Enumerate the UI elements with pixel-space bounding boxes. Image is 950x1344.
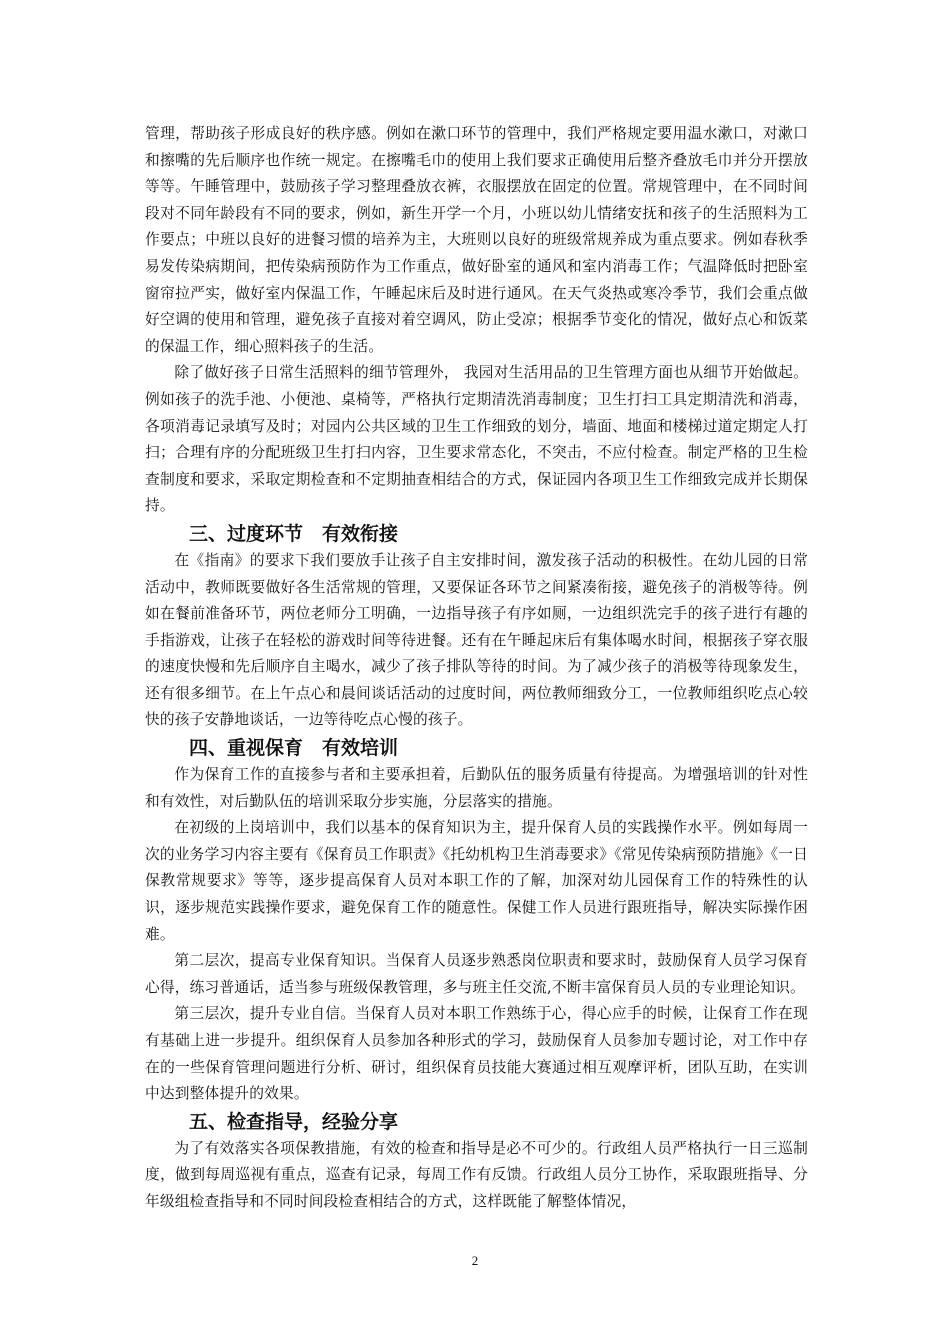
page-number: 2: [471, 1253, 479, 1268]
section-heading: 五、检查指导，经验分享: [189, 1110, 399, 1133]
section-heading: 四、重视保育 有效培训: [189, 737, 399, 760]
body-paragraph: 第二层次，提高专业保育知识。当保育人员逐步熟悉岗位职责和要求时，鼓励保育人员学习保育心得，练习普通话，适当参与班级保教管理，多与班主任交流,不断丰富保育员人员的专业理论知识。: [145, 952, 808, 996]
body-paragraph: 在初级的上岗培训中，我们以基本的保育知识为主，提升保育人员的实践操作水平。例如每周一次的业务学习内容主要有《保育员工作职责》《托幼机构卫生消毒要求》《常见传染病预防措施》《一日保教常规要求》等等，逐步提高保育人员对本职工作的了解，加深对幼儿园保育工作的特殊性的认识，逐步规范实践操作要求，避免保育工作的随意性。保健工作人员进行跟班指导，解决实际操作困难。: [145, 819, 808, 943]
body-paragraph: 为了有效落实各项保教措施，有效的检查和指导是必不可少的。行政组人员严格执行一日三巡制度，做到每周巡视有重点，巡查有记录，每周工作有反馈。行政组人员分工协作，采取跟班指导、分年级组检查指导和不同时间段检查相结合的方式，这样既能了解整体情况，: [145, 1139, 808, 1210]
body-paragraph: 第三层次，提升专业自信。当保育人员对本职工作熟练于心，得心应手的时候，让保育工作在现有基础上进一步提升。组织保育人员参加各种形式的学习，鼓励保育人员参加专题讨论，对工作中存在的一些保育管理问题进行分析、研讨，组织保育员技能大赛通过相互观摩评析，团队互助，在实训中达到整体提升的效果。: [145, 1005, 808, 1103]
body-paragraph: 管理，帮助孩子形成良好的秩序感。例如在漱口环节的管理中，我们严格规定要用温水漱口，对漱口和擦嘴的先后顺序也作统一规定。在擦嘴毛巾的使用上我们要求正确使用后整齐叠放毛巾并分开摆放等等。午睡管理中，鼓励孩子学习整理叠放衣裤，衣服摆放在固定的位置。常规管理中，在不同时间段对不同年龄段有不同的要求，例如，新生开学一个月，小班以幼儿情绪安抚和孩子的生活照料为工作要点；中班以良好的进餐习惯的培养为主，大班则以良好的班级常规养成为重点要求。例如春秋季易发传染病期间，把传染病预防作为工作重点，做好卧室的通风和室内消毒工作；气温降低时把卧室窗帘拉严实，做好室内保温工作，午睡起床后及时进行通风。在天气炎热或寒冷季节，我们会重点做好空调的使用和管理，避免孩子直接对着空调风，防止受凉；根据季节变化的情况，做好点心和饭菜的保温工作，细心照料孩子的生活。: [145, 125, 808, 355]
document-body: [145, 121, 808, 1216]
body-paragraph: 在《指南》的要求下我们要放手让孩子自主安排时间，激发孩子活动的积极性。在幼儿园的日常活动中，教师既要做好各生活常规的管理，又要保证各环节之间紧凑衔接，避免孩子的消极等待。例如在餐前准备环节，两位老师分工明确，一边指导孩子有序如厕，一边组织洗完手的孩子进行有趣的手指游戏，让孩子在轻松的游戏时间等待进餐。还有在午睡起床后有集体喝水时间，根据孩子穿衣服的速度快慢和先后顺序自主喝水，减少了孩子排队等待的时间。为了减少孩子的消极等待现象发生，还有很多细节。在上午点心和晨间谈话活动的过度时间，两位教师细致分工，一位教师组织吃点心较快的孩子安静地谈话，一边等待吃点心慢的孩子。: [145, 551, 808, 729]
section-heading: 三、过度环节 有效衔接: [189, 522, 399, 545]
body-paragraph: 除了做好孩子日常生活照料的细节管理外， 我园对生活用品的卫生管理方面也从细节开始做起。例如孩子的洗手池、小便池、桌椅等，严格执行定期清洗消毒制度；卫生打扫工具定期清洗和消毒，各项消毒记录填写及时；对园内公共区域的卫生工作细致的划分，墙面、地面和楼梯过道定期定人打扫；合理有序的分配班级卫生打扫内容，卫生要求常态化，不突击，不应付检查。制定严格的卫生检查制度和要求，采取定期检查和不定期抽查相结合的方式，保证园内各项卫生工作细致完成并长期保持。: [145, 364, 808, 515]
body-paragraph: 作为保育工作的直接参与者和主要承担着，后勤队伍的服务质量有待提高。为增强培训的针对性和有效性，对后勤队伍的培训采取分步实施，分层落实的措施。: [145, 766, 808, 810]
